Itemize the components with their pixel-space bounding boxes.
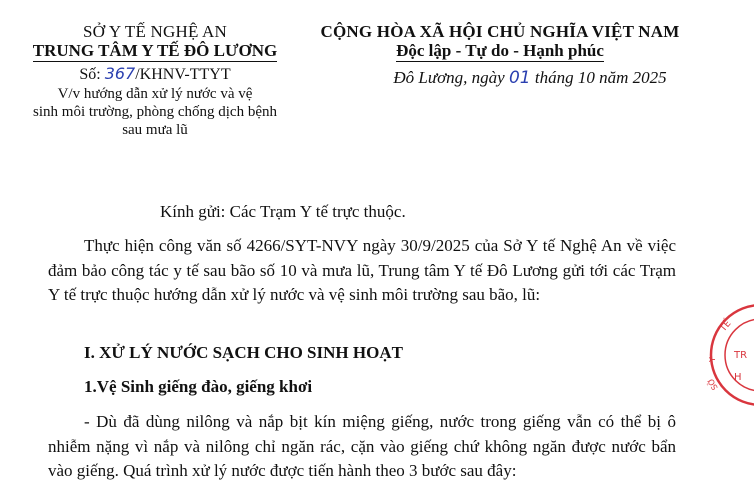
well-cleaning-paragraph: - Dù đã dùng nilông và nắp bịt kín miệng giếng, nước trong giếng vẫn có thể bị ô nhiễm nặng vì nắp và nilông chỉ ngăn rác, cặn vào giếng chứ không ngăn được nước bẩn vào giếng. Quá trình xử lý nước được tiến hành theo 3 bước sau đây:	[48, 412, 676, 480]
organization-name: TRUNG TÂM Y TẾ ĐÔ LƯƠNG	[32, 41, 278, 60]
official-seal-stamp	[706, 300, 754, 410]
agency-name: SỞ Y TẾ NGHỆ AN	[82, 22, 228, 41]
place-date-line	[300, 68, 700, 88]
nation-title: CỘNG HÒA XÃ HỘI CHỦ NGHĨA VIỆT NAM	[320, 22, 680, 41]
issuer-header	[0, 22, 310, 139]
date-day-handwritten: 01	[508, 68, 531, 88]
seal-text-fragment: Y	[708, 357, 717, 362]
seal-text-fragment: TẾ	[718, 318, 734, 334]
doc-number-handwritten: 367	[104, 64, 136, 83]
seal-text-fragment: TR	[734, 350, 748, 361]
doc-number-prefix: Số:	[79, 66, 101, 83]
section-1-heading: I. XỬ LÝ NƯỚC SẠCH CHO SINH HOẠT	[84, 343, 403, 362]
document-subject	[0, 85, 310, 139]
subject-line-3: sau mưa lũ	[122, 122, 188, 138]
seal-outer-ring	[711, 305, 754, 405]
recipient-line: Kính gửi: Các Trạm Y tế trực thuộc.	[160, 202, 406, 221]
intro-paragraph: Thực hiện công văn số 4266/SYT-NVY ngày 30/9/2025 của Sở Y tế Nghệ An về việc đảm bảo công tác y tế sau bão số 10 và mưa lũ, Trung tâm Y tế Đô Lương gửi tới các Trạm Y tế trực thuộc hướng dẫn xử lý nước và vệ sinh môi trường sau bão, lũ:	[48, 236, 676, 304]
national-motto: Độc lập - Tự do - Hạnh phúc	[396, 41, 604, 60]
section-1-1-heading: 1.Vệ Sinh giếng đào, giếng khơi	[84, 377, 313, 396]
seal-text-fragment: H	[734, 372, 742, 383]
subject-line-1: V/v hướng dẫn xử lý nước và vệ	[57, 86, 253, 102]
date-suffix: tháng 10 năm 2025	[534, 68, 667, 87]
seal-text-fragment: SỞ	[706, 376, 720, 392]
subject-line-2: sinh môi trường, phòng chống dịch bệnh	[33, 104, 277, 120]
national-header	[300, 22, 700, 88]
date-prefix: Đô Lương, ngày	[393, 68, 505, 87]
doc-number-suffix: /KHNV-TTYT	[135, 66, 231, 83]
document-number	[0, 64, 310, 84]
